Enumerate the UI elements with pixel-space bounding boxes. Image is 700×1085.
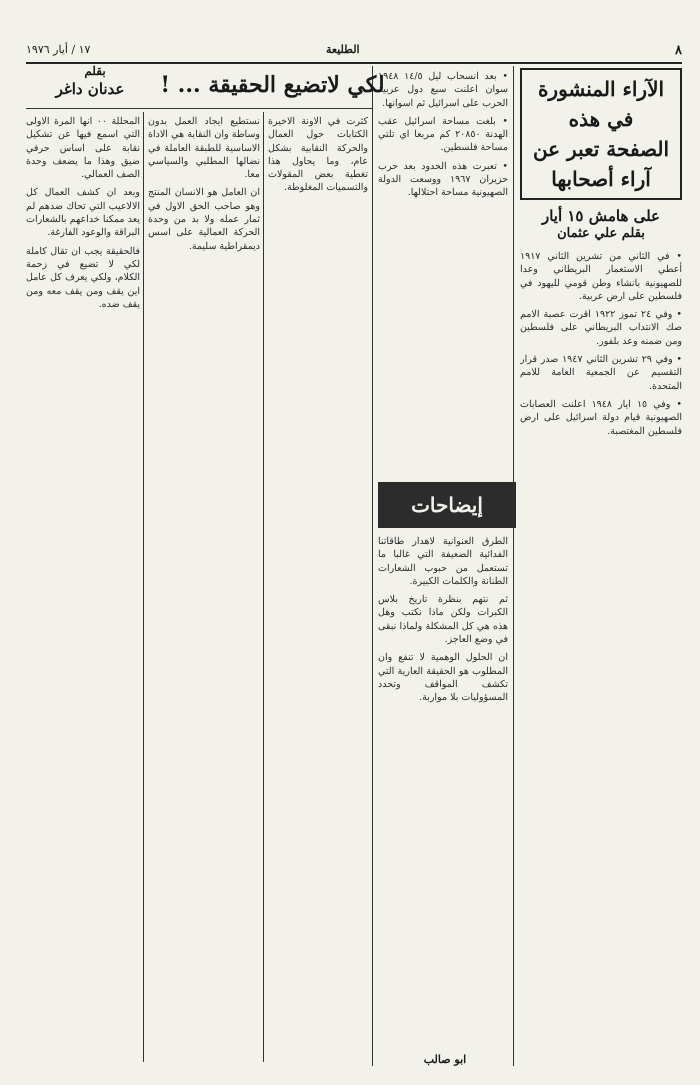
middle-paragraph: ان الحلول الوهمية لا تنفع وان المطلوب هو الحقيقة العارية التي تكشف المواقف وتحدد المسؤوليات بلا مواربة.	[378, 652, 508, 704]
newspaper-name: الطليعة	[326, 43, 360, 56]
column-divider	[513, 66, 514, 1066]
middle-column-bottom	[378, 535, 508, 1045]
main-paragraph: فالحقيقة يجب ان تقال كاملة لكي لا تضيع في زحمة الكلام، ولكي يعرف كل عامل اين يقف ومن يقف معه ومن يقف ضده.	[26, 245, 140, 310]
main-column-2	[148, 115, 260, 1060]
middle-column-signature: ابو صالب	[423, 1053, 467, 1066]
side-article-body	[520, 250, 682, 1070]
side-paragraph: • وفي ٢٤ تموز ١٩٢٢ اقرت عصبة الامم صك الانتداب البريطاني على فلسطين ومن ضمنه وعد بلفور.	[520, 309, 682, 347]
opinion-disclaimer-box	[520, 68, 682, 200]
main-headline: لكي لاتضيع الحقيقة ... !	[160, 72, 385, 98]
disclaimer-line-1: الآراء المنشورة في هذه	[537, 77, 665, 131]
main-paragraph: ان العامل هو الانسان المنتج وهو صاحب الحق الاول في ثمار عمله ولا بد من وحدة الحركة العمالية على اسس ديمقراطية سليمة.	[148, 187, 260, 252]
main-paragraph: وبعد ان كشف العمال كل الالاعيب التي تحاك ضدهم لم يعد ممكنا خداعهم بالشعارات البراقة والوعود الفارغة.	[26, 187, 140, 239]
byline-name: عدنان داغر	[55, 80, 125, 98]
side-article-title: على هامش ١٥ أيار	[541, 207, 661, 225]
page-number: ٨	[675, 43, 682, 58]
middle-paragraph: • تعبرت هذه الحدود بعد حرب حزيران ١٩٦٧ ووسعت الدولة الصهيونية مساحة احتلالها.	[378, 160, 508, 199]
side-paragraph: • في الثاني من تشرين الثاني ١٩١٧ أعطي الاستعمار البريطاني وعدا للصهيونية بانشاء وطن قومي لليهود في فلسطين على ارض عربية.	[520, 251, 682, 302]
middle-paragraph: • بعد انسحاب ليل ١٤/٥ ١٩٤٨ سوان اعلنت سبع دول عربية الحرب على اسرائيل ثم اسوانها.	[378, 71, 508, 109]
page-header	[26, 40, 682, 64]
middle-paragraph: ثم نتهم بنظرة تاريخ بلاس الكبرات ولكن ماذا نكتب وهل هذه هي كل المشكلة ولماذا نبقى في وضع العاجز.	[378, 594, 508, 646]
side-paragraph: • وفي ١٥ ايار ١٩٤٨ اعلنت العصابات الصهيونية قيام دولة اسرائيل على ارض فلسطين المغتصبة.	[520, 398, 682, 437]
main-column-3	[26, 115, 140, 1060]
column-divider	[372, 66, 373, 1066]
main-paragraph: نستطيع ايجاد العمل بدون وساطة وان النقابة هي الاداة الاساسية للطبقة العاملة في نضالها المطلبي والسياسي معا.	[148, 116, 260, 181]
headline-rule	[26, 108, 372, 109]
column-divider	[143, 112, 144, 1062]
middle-column-top	[378, 70, 508, 475]
disclaimer-line-2: الصفحة تعبر عن	[532, 137, 670, 161]
column-divider	[263, 112, 264, 1062]
main-paragraph: كثرت في الاونة الاخيرة الكتابات حول العمال والحركة النقابية بشكل عام، وما يحاول هذا تغطية بعض المقولات والتسميات المغلوطة.	[268, 116, 368, 194]
middle-paragraph: • بلغت مساحة اسرائيل عقب الهدنة ٢٠٨٥٠ كم مربعا اي تلتي مساحة فلسطين.	[378, 115, 508, 154]
column-logo: إيضاحات	[378, 482, 516, 528]
disclaimer-line-3: آراء أصحابها	[551, 167, 651, 191]
main-paragraph: المحللة ٠٠ انها المرة الاولى التي اسمع فيها عن تشكيل نقابة على اساس حرفي ضيق وهذا ما يضعف وحدة الصف العمالي.	[26, 116, 140, 181]
middle-paragraph: الطرق العنوانية لاهدار طاقاتنا الفدائية الضعيفة التي غالبا ما تستعمل من حبوب الشعارات الطنانة والكلمات الكبيرة.	[378, 536, 508, 587]
byline-label: بقلم	[84, 64, 106, 78]
main-column-1	[268, 115, 368, 1060]
side-paragraph: • وفي ٢٩ تشرين الثاني ١٩٤٧ صدر قرار التقسيم عن الجمعية العامة للامم المتحدة.	[520, 354, 682, 392]
side-article-author: بقلم علي عثمان	[557, 226, 645, 241]
issue-date: ١٧ / أيار ١٩٧٦	[26, 43, 91, 56]
